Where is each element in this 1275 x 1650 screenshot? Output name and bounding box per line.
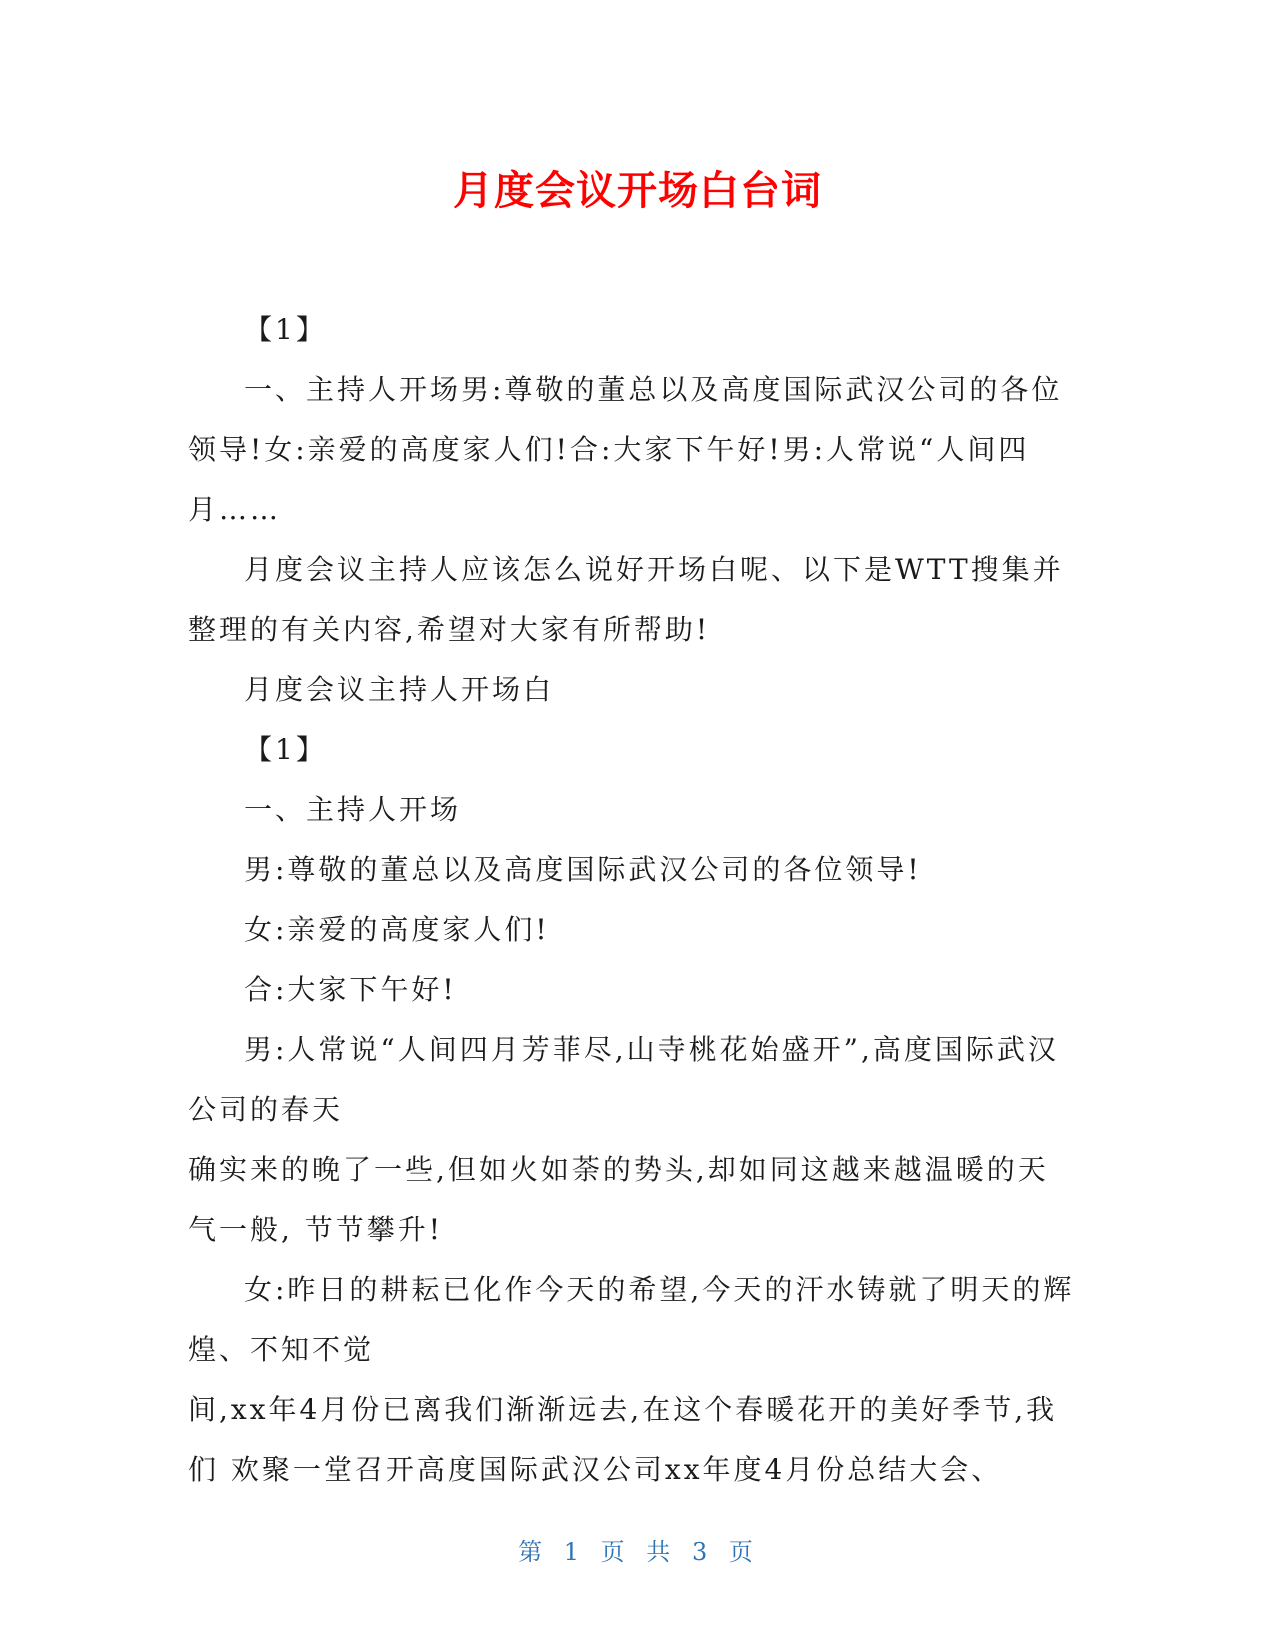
paragraph-9: 合:大家下午好! (244, 973, 457, 1006)
paragraph-1: 【1】 (244, 313, 327, 346)
paragraph-11: 确实来的晚了一些,但如火如荼的势头,却如同这越来越温暖的天气一般, 节节攀升! (188, 1153, 1049, 1246)
paragraph-4: 月度会议主持人开场白 (244, 673, 555, 706)
document-body (188, 300, 1078, 1500)
paragraph-3: 月度会议主持人应该怎么说好开场白呢、以下是WTT搜集并整理的有关内容,希望对大家有所帮助! (188, 553, 1064, 646)
paragraph-8: 女:亲爱的高度家人们! (244, 913, 550, 946)
paragraph-13: 间,xx年4月份已离我们渐渐远去,在这个春暖花开的美好季节,我们 欢聚一堂召开高度国际武汉公司xx年度4月份总结大会、 (188, 1393, 1058, 1486)
page-footer: 第 1 页 共 3 页 (518, 1538, 757, 1566)
paragraph-5: 【1】 (244, 733, 327, 766)
paragraph-7: 男:尊敬的董总以及高度国际武汉公司的各位领导! (244, 853, 922, 886)
paragraph-10: 男:人常说“人间四月芳菲尽,山寺桃花始盛开”,高度国际武汉公司的春天 (188, 1033, 1059, 1126)
paragraph-6: 一、主持人开场 (244, 793, 462, 826)
paragraph-12: 女:昨日的耕耘已化作今天的希望,今天的汗水铸就了明天的辉煌、不知不觉 (188, 1273, 1075, 1366)
paragraph-2: 一、主持人开场男:尊敬的董总以及高度国际武汉公司的各位领导!女:亲爱的高度家人们!合:大家下午好!男:人常说“人间四月…… (188, 373, 1063, 526)
page-title: 月度会议开场白台词 (453, 168, 822, 214)
